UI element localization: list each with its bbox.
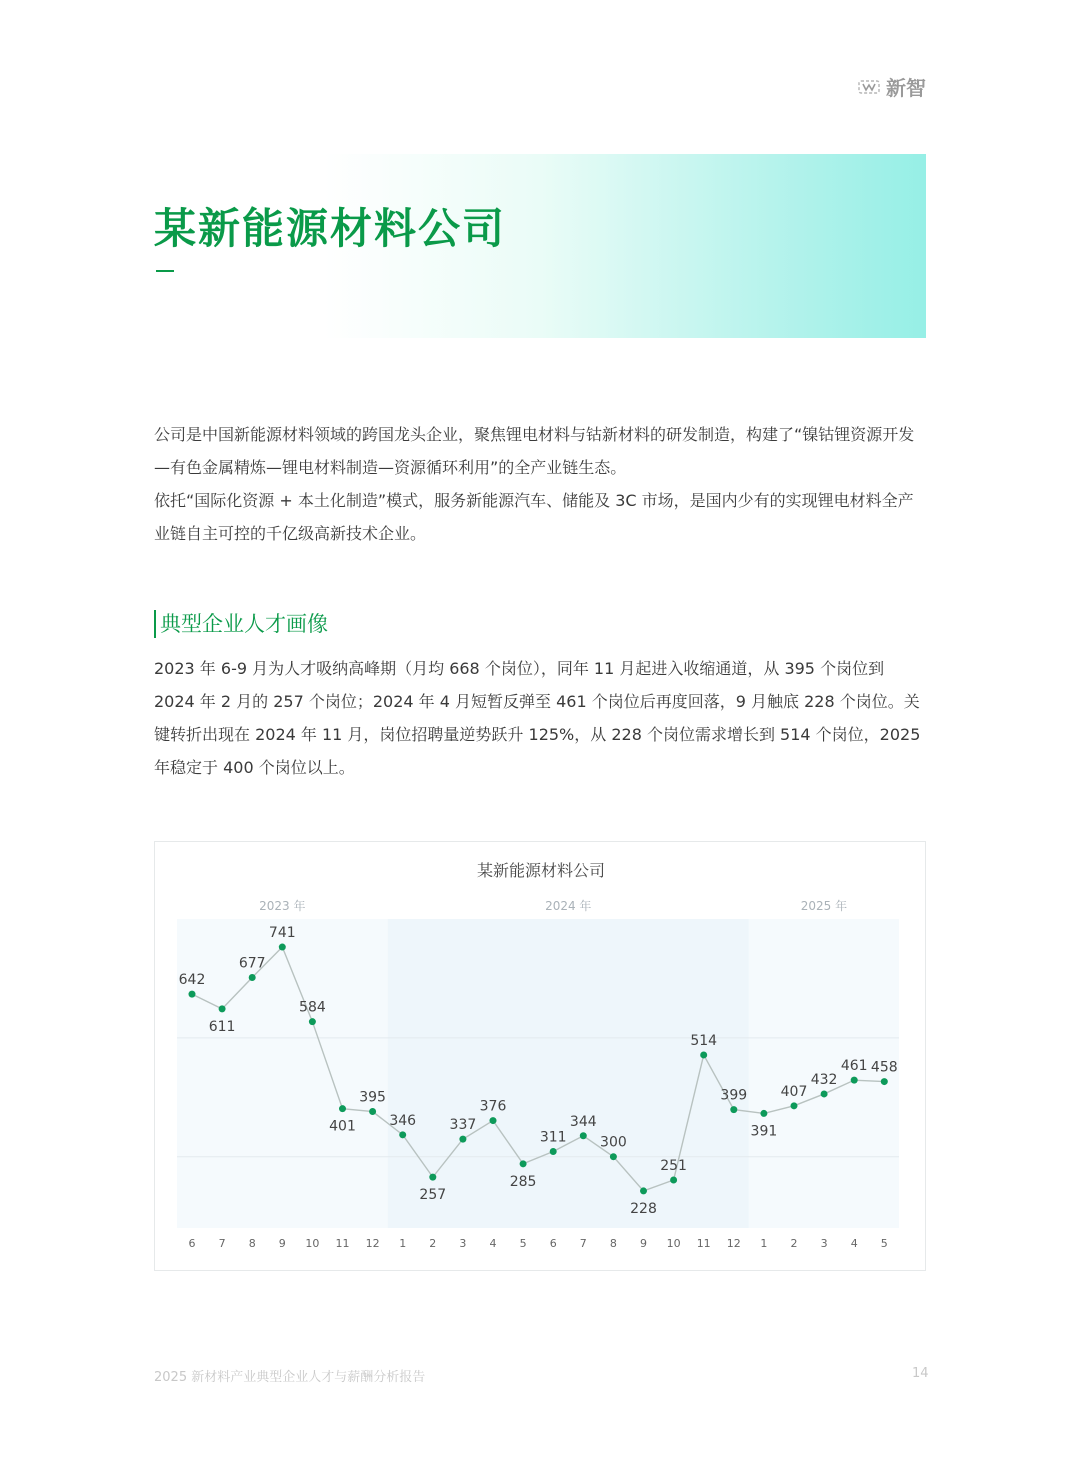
year-band [177,919,388,1228]
intro-text [154,418,928,550]
x-tick-label: 8 [248,1237,256,1250]
x-tick-label: 1 [760,1237,768,1250]
data-label: 432 [810,1071,838,1088]
data-label: 401 [329,1118,356,1135]
data-point [189,991,196,998]
x-tick-label: 6 [188,1237,196,1250]
x-tick-label: 1 [399,1237,407,1250]
x-tick-label: 9 [640,1237,647,1250]
data-label: 285 [509,1173,537,1190]
x-tick-label: 2 [429,1237,437,1250]
line-chart [155,842,927,1272]
data-point [279,944,286,951]
logo-text: 新智 [886,76,926,100]
wave-logo-icon [858,78,880,96]
data-label: 251 [660,1157,687,1174]
x-tick-label: 4 [489,1237,497,1250]
data-point [429,1174,436,1181]
data-label: 514 [690,1032,718,1049]
intro-paragraph: 依托“国际化资源 + 本土化制造”模式，服务新能源汽车、储能及 3C 市场，是国内少有的实现锂电材料全产业链自主可控的千亿级高新技术企业。 [154,491,914,543]
x-tick-label: 12 [365,1237,380,1250]
data-point [851,1077,858,1084]
data-point [760,1110,767,1117]
data-label: 300 [600,1134,627,1151]
data-label: 584 [299,999,326,1016]
x-tick-label: 9 [278,1237,286,1250]
data-point [339,1105,346,1112]
brand-logo [858,72,926,101]
year-label: 2025 年 [800,899,848,913]
data-label: 344 [569,1113,597,1130]
x-tick-label: 3 [820,1237,828,1250]
section-heading: 典型企业人才画像 [154,610,328,638]
data-point [309,1018,316,1025]
data-point [369,1108,376,1115]
data-point [580,1132,587,1139]
intro-paragraph: 公司是中国新能源材料领域的跨国龙头企业，聚焦锂电材料与钴新材料的研发制造，构建了“镍钴锂资源开发—有色金属精炼—锂电材料制造—资源循环利用”的全产业链生态。 [154,425,915,477]
data-label: 611 [208,1018,236,1035]
data-label: 399 [720,1087,748,1104]
data-point [610,1153,617,1160]
data-point [219,1005,226,1012]
x-tick-label: 5 [880,1237,888,1250]
data-point [550,1148,557,1155]
data-point [459,1136,466,1143]
data-label: 407 [780,1083,808,1100]
x-tick-label: 2 [790,1237,798,1250]
x-tick-label: 10 [305,1237,320,1250]
page-number: 14 [912,1366,929,1381]
data-label: 228 [630,1200,657,1217]
data-point [520,1160,527,1167]
year-label: 2023 年 [259,899,306,913]
x-tick-label: 11 [696,1237,711,1250]
data-point [821,1090,828,1097]
x-tick-label: 10 [666,1237,681,1250]
data-point [881,1078,888,1085]
data-label: 376 [479,1098,507,1115]
x-tick-label: 12 [726,1237,741,1250]
data-label: 458 [870,1059,898,1076]
page-title: 某新能源材料公司 [154,204,507,253]
data-label: 311 [539,1129,567,1146]
section-body: 2023 年 6-9 月为人才吸纳高峰期（月均 668 个岗位），同年 11 月起进入收缩通道，从 395 个岗位到 2024 年 2 月的 257 个岗位；2024 年 4 月短暂反弹至 461 个岗位后再度回落，9 月触底 228 个岗位。关键转折出现在 2024 年 11 月，岗位招聘量逆势跃升 125%，从 228 个岗位需求增长到 514 个岗位，2025 年稳定于 400 个岗位以上。 [154,659,921,777]
data-point [249,974,256,981]
x-tick-label: 6 [549,1237,557,1250]
data-point [700,1051,707,1058]
data-label: 391 [750,1123,778,1140]
x-tick-label: 4 [850,1237,858,1250]
data-label: 257 [419,1187,447,1204]
data-point [640,1187,647,1194]
data-label: 395 [359,1089,386,1106]
year-band [388,919,749,1228]
x-tick-label: 7 [218,1237,226,1250]
data-label: 337 [449,1117,477,1134]
x-tick-label: 8 [609,1237,617,1250]
x-tick-label: 7 [579,1237,587,1250]
x-tick-label: 11 [335,1237,350,1250]
year-label: 2024 年 [545,899,592,913]
data-label: 642 [178,972,206,989]
data-point [490,1117,497,1124]
data-point [670,1176,677,1183]
x-tick-label: 3 [459,1237,467,1250]
data-point [791,1102,798,1109]
chart-card [154,841,926,1271]
chart-title: 某新能源材料公司 [476,861,606,880]
data-label: 677 [238,955,266,972]
data-point [730,1106,737,1113]
x-tick-label: 5 [519,1237,527,1250]
data-label: 461 [840,1058,868,1075]
title-underline [156,270,174,272]
data-label: 346 [389,1112,417,1129]
footer-report-title: 2025 新材料产业典型企业人才与薪酬分析报告 [154,1370,426,1385]
data-point [399,1131,406,1138]
data-label: 741 [268,925,296,942]
